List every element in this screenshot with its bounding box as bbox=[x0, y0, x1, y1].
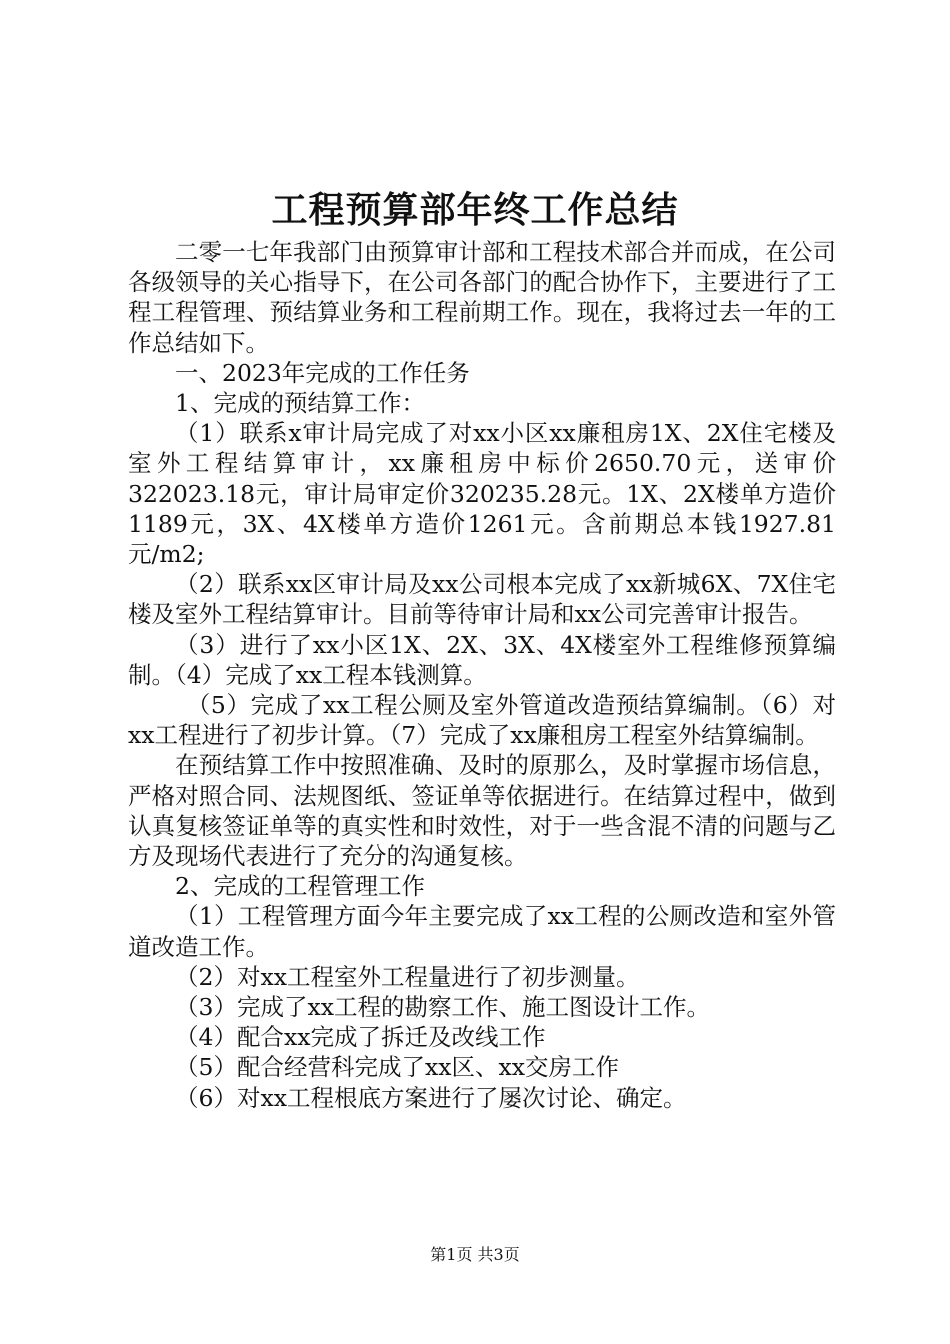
list-item: （5）配合经营科完成了xx区、xx交房工作 bbox=[175, 1053, 619, 1082]
list-item: （1）联系x审计局完成了对xx小区xx廉租房1X、2X住宅楼及室外工程结算审计，xx廉租房中标价2650.70元，送审价322023.18元，审计局审定价320235.28元。1X、2X楼单方造价1189元，3X、4X楼单方造价1261元。含前期总本钱1927.81元/m2; bbox=[128, 419, 836, 569]
section-heading-1: 一、2023年完成的工作任务 bbox=[175, 358, 470, 387]
list-item: （5）完成了xx工程公厕及室外管道改造预结算编制。（6）对xx工程进行了初步计算。（7）完成了xx廉租房工程室外结算编制。 bbox=[128, 691, 836, 750]
document-body bbox=[128, 237, 836, 1113]
document-title: 工程预算部年终工作总结 bbox=[271, 189, 679, 231]
paragraph-intro: 二零一七年我部门由预算审计部和工程技术部合并而成，在公司各级领导的关心指导下，在公司各部门的配合协作下，主要进行了工程工程管理、预结算业务和工程前期工作。现在，我将过去一年的工作总结如下。 bbox=[128, 238, 836, 357]
subsection-heading-2: 2、完成的工程管理工作 bbox=[175, 872, 425, 901]
list-item: （6）对xx工程根底方案进行了屡次讨论、确定。 bbox=[175, 1083, 687, 1112]
list-item: （2）对xx工程室外工程量进行了初步测量。 bbox=[175, 962, 640, 991]
list-item: （1）工程管理方面今年主要完成了xx工程的公厕改造和室外管道改造工作。 bbox=[128, 902, 836, 961]
list-item: （3）完成了xx工程的勘察工作、施工图设计工作。 bbox=[175, 993, 710, 1022]
list-item: （3）进行了xx小区1X、2X、3X、4X楼室外工程维修预算编制。（4）完成了xx工程本钱测算。 bbox=[128, 630, 836, 689]
list-item: （4）配合xx完成了拆迁及改线工作 bbox=[175, 1023, 546, 1052]
subsection-heading-1: 1、完成的预结算工作： bbox=[175, 389, 425, 418]
page-footer: 第1页 共3页 bbox=[430, 1245, 520, 1264]
paragraph-principles: 在预结算工作中按照准确、及时的原那么，及时掌握市场信息，严格对照合同、法规图纸、签证单等依据进行。在结算过程中，做到认真复核签证单等的真实性和时效性，对于一些含混不清的问题与乙方及现场代表进行了充分的沟通复核。 bbox=[128, 751, 836, 871]
list-item: （2）联系xx区审计局及xx公司根本完成了xx新城6X、7X住宅楼及室外工程结算审计。目前等待审计局和xx公司完善审计报告。 bbox=[128, 570, 836, 629]
